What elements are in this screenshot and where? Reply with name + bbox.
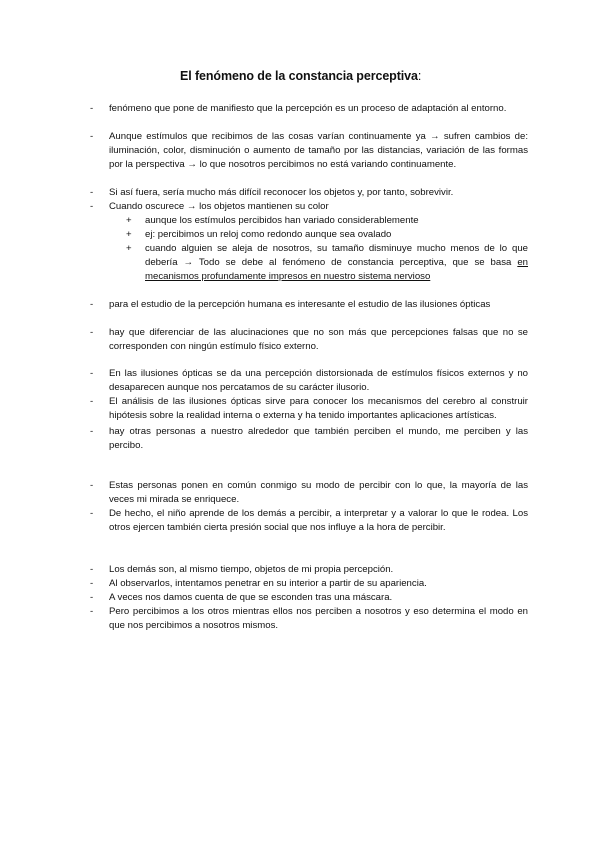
list-item — [90, 479, 528, 507]
dash-bullet: - — [90, 327, 94, 338]
list-item-text: hay otras personas a nuestro alrededor que también perciben el mundo, me perciben y las percibo. — [109, 426, 528, 451]
list-item — [90, 577, 528, 591]
title-text: El fenómeno de la constancia perceptiva — [180, 69, 418, 83]
list-item — [90, 326, 528, 354]
sub-list-item — [126, 214, 528, 228]
list-item-text: para el estudio de la percepción humana es interesante el estudio de las ilusiones ópticas — [109, 299, 491, 310]
list-item — [90, 367, 528, 395]
dash-bullet: - — [90, 368, 94, 379]
sub-list-item — [126, 242, 528, 284]
list-item-text: Aunque estímulos que recibimos de las cosas varían continuamente ya → sufren cambios de: iluminación, color, disminución o aumento de tamaño por las distancias, variación de las formas por la perspectiva → lo que nosotros percibimos no está variando continuamente. — [109, 131, 528, 170]
dash-bullet: - — [90, 508, 94, 519]
list-item — [90, 200, 528, 214]
sub-list-item-text: aunque los estímulos percibidos han variado considerablemente — [145, 215, 419, 226]
list-item — [90, 605, 528, 633]
list-item-text: Si así fuera, sería mucho más difícil reconocer los objetos y, por tanto, sobrevivir. — [109, 187, 454, 198]
list-item-text: En las ilusiones ópticas se da una percepción distorsionada de estímulos físicos externos y no desaparecen aunque nos percatamos de su carácter ilusorio. — [109, 368, 528, 393]
list-item — [90, 425, 528, 453]
list-item-text: Al observarlos, intentamos penetrar en su interior a partir de su apariencia. — [109, 578, 427, 589]
list-item-text: De hecho, el niño aprende de los demás a percibir, a interpretar y a valorar lo que le rodea. Los otros ejercen también cierta presión social que nos influye a la hora de percibir. — [109, 508, 528, 533]
sub-list-item-main: cuando alguien se aleja de nosotros, su tamaño disminuye mucho menos de lo que debería → Todo se debe al fenómeno de constancia perceptiva, que se basa — [145, 243, 528, 268]
dash-bullet: - — [90, 187, 94, 198]
title-colon: : — [417, 69, 422, 83]
sub-list-item — [126, 228, 528, 242]
list-item — [90, 591, 528, 605]
dash-bullet: - — [90, 299, 94, 310]
dash-bullet: - — [90, 480, 94, 491]
dash-bullet: - — [90, 426, 94, 437]
list-item — [90, 298, 528, 312]
list-item — [90, 507, 528, 535]
list-item-text: Los demás son, al mismo tiempo, objetos de mi propia percepción. — [109, 564, 394, 575]
list-item — [90, 102, 528, 116]
list-item-text: Cuando oscurece → los objetos mantienen su color — [109, 201, 329, 212]
dash-bullet: - — [90, 606, 94, 617]
dash-bullet: - — [90, 592, 94, 603]
plus-bullet: + — [126, 229, 132, 240]
sub-list-item-text — [145, 242, 528, 284]
list-item-text: El análisis de las ilusiones ópticas sirve para conocer los mecanismos del cerebro al construir hipótesis sobre la realidad interna o externa y ha tenido importantes aplicaciones artísticas. — [109, 396, 528, 421]
list-item — [90, 563, 528, 577]
sub-list-item-text: ej: percibimos un reloj como redondo aunque sea ovalado — [145, 229, 392, 240]
dash-bullet: - — [90, 201, 94, 212]
list-item — [90, 395, 528, 423]
dash-bullet: - — [90, 103, 94, 114]
page-title — [180, 70, 421, 84]
underlined-phrase: en mecanismos profundamente impresos en nuestro sistema nervioso — [145, 256, 528, 282]
list-item-text: fenómeno que pone de manifiesto que la percepción es un proceso de adaptación al entorno. — [109, 103, 507, 114]
plus-bullet: + — [126, 215, 132, 226]
dash-bullet: - — [90, 396, 94, 407]
list-item-text: A veces nos damos cuenta de que se esconden tras una máscara. — [109, 592, 393, 603]
list-item-text: Pero percibimos a los otros mientras ellos nos perciben a nosotros y eso determina el modo en que nos percibimos a nosotros mismos. — [109, 606, 528, 631]
plus-bullet: + — [126, 243, 132, 254]
dash-bullet: - — [90, 578, 94, 589]
dash-bullet: - — [90, 564, 94, 575]
list-item-text: hay que diferenciar de las alucinaciones que no son más que percepciones falsas que no se corresponden con ningún estímulo físico externo. — [109, 327, 528, 352]
dash-bullet: - — [90, 131, 94, 142]
list-item — [90, 186, 528, 200]
list-item — [90, 130, 528, 172]
list-item-text: Estas personas ponen en común conmigo su modo de percibir con lo que, la mayoría de las veces mi mirada se enriquece. — [109, 480, 528, 505]
